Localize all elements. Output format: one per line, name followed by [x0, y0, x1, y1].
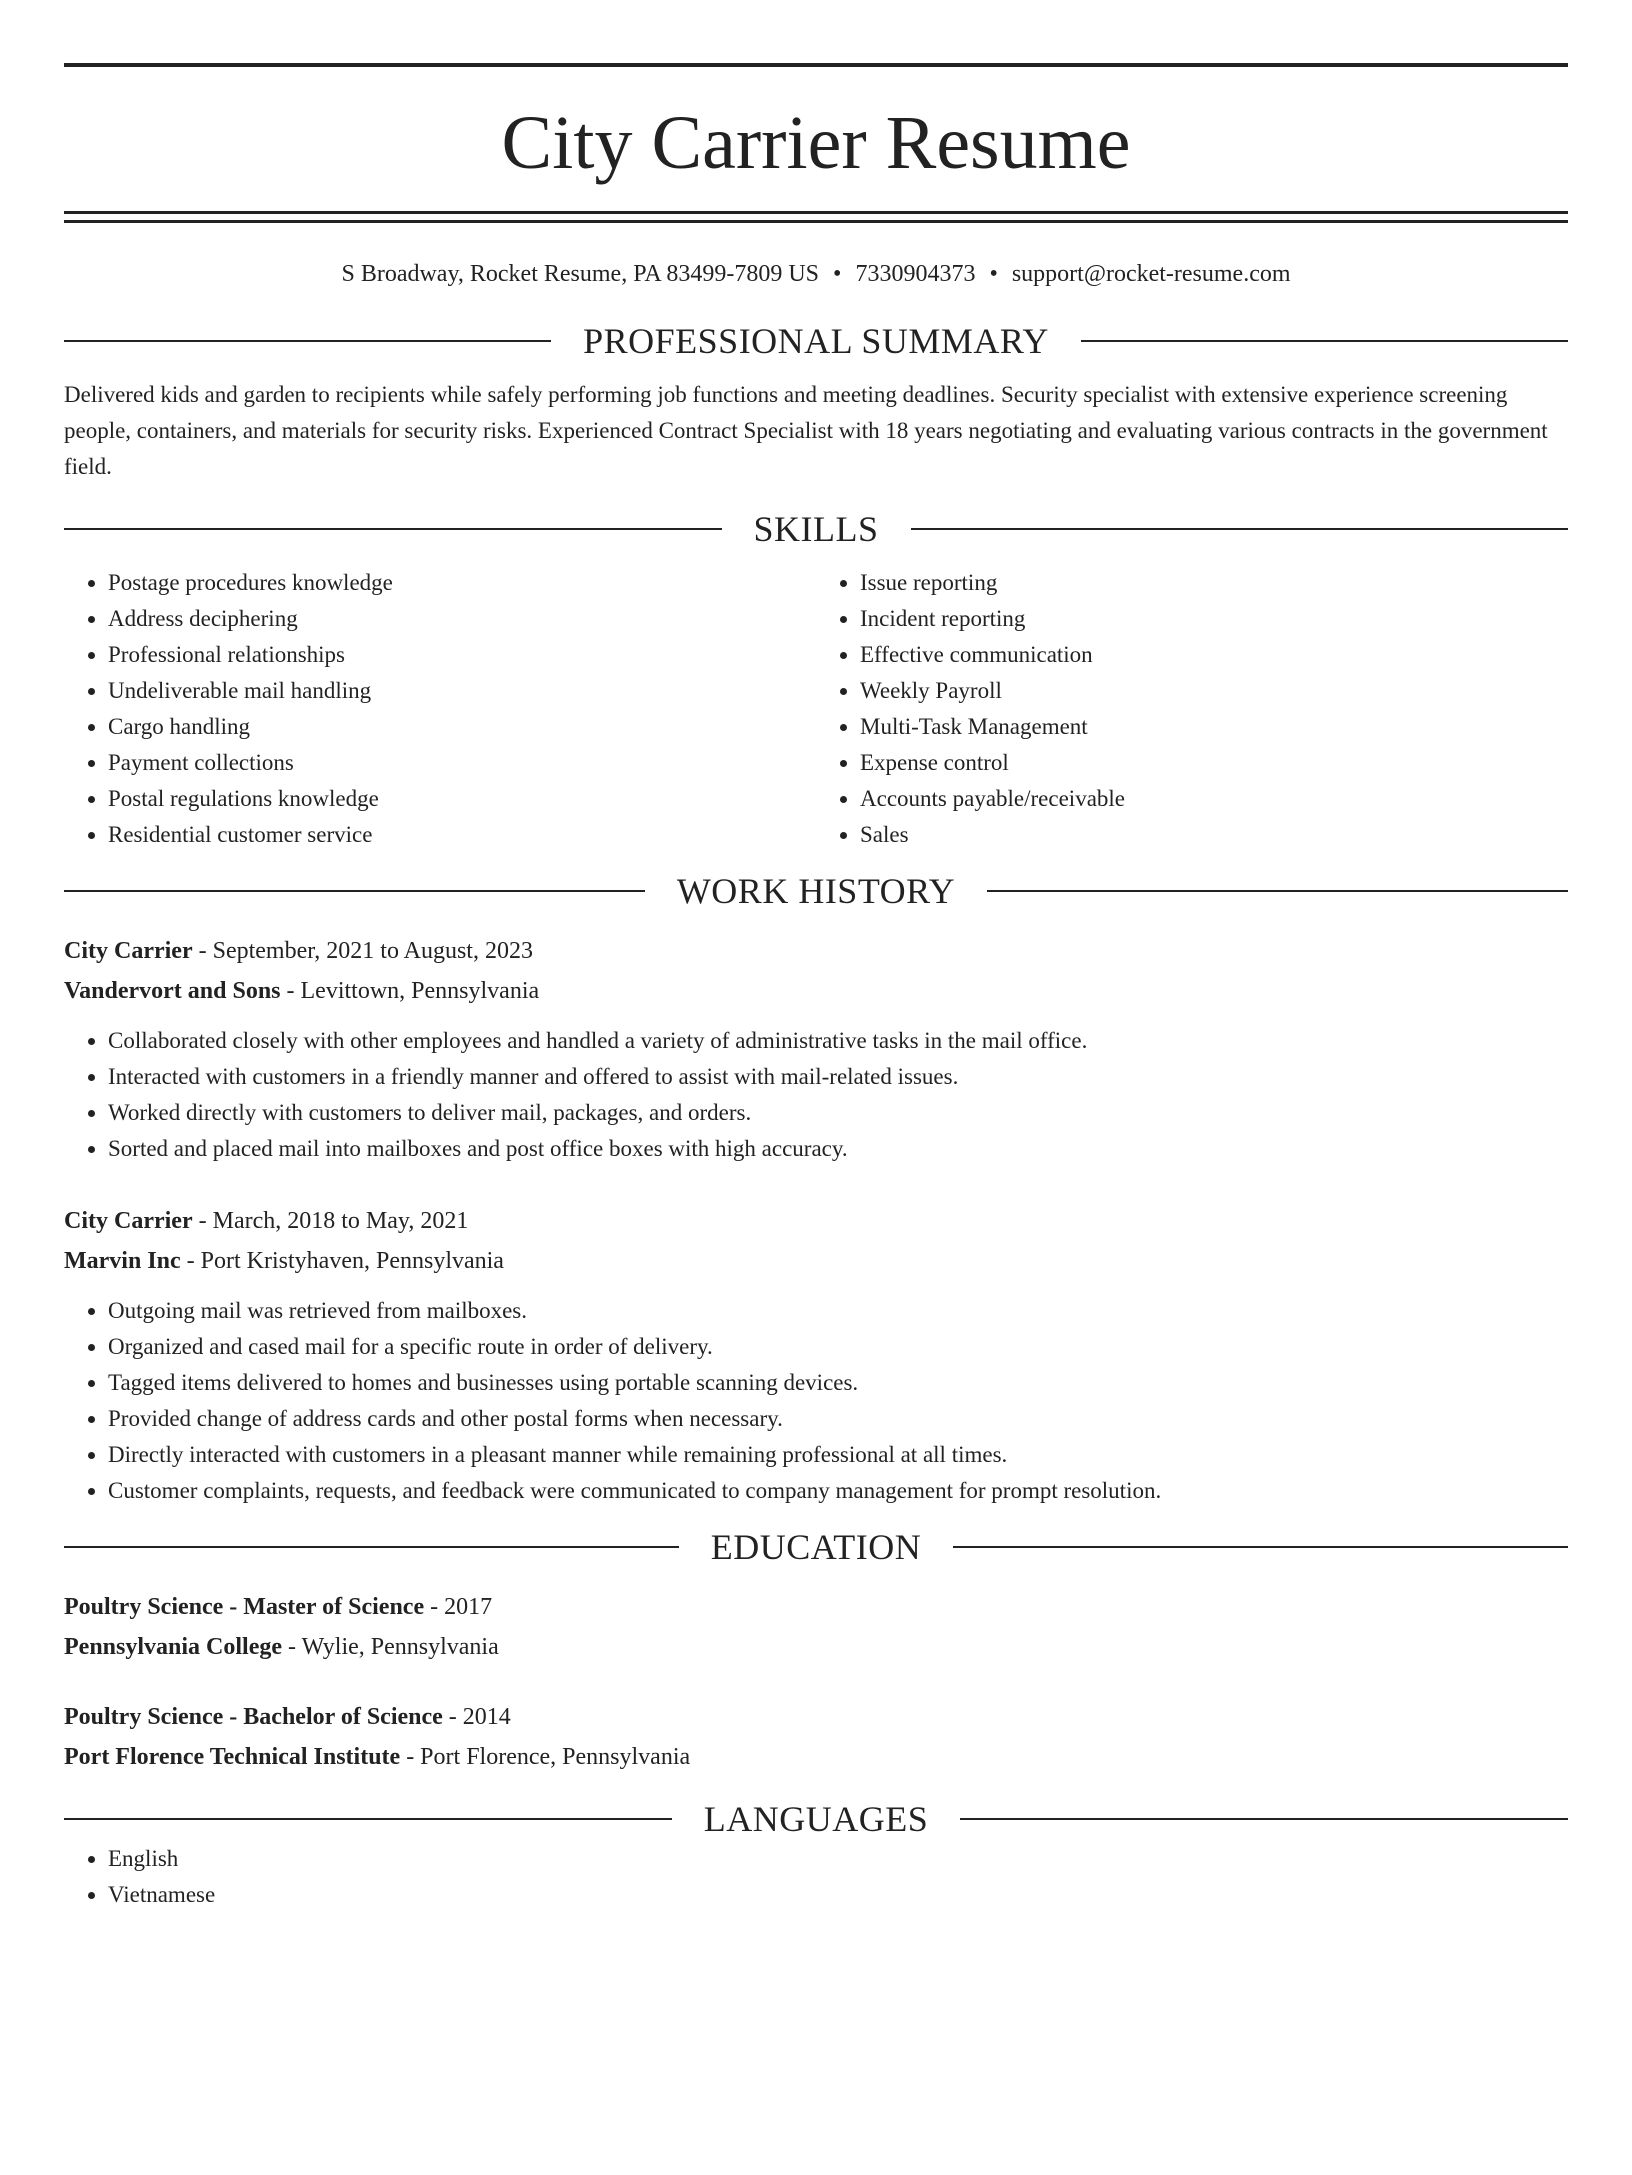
skill-item: • Cargo handling [108, 709, 816, 745]
job-dates: - March, 2018 to May, 2021 [192, 1208, 469, 1234]
job-company-line [64, 971, 1568, 1011]
education-school: Port Florence Technical Institute [64, 1744, 401, 1770]
contact-separator: • [989, 261, 998, 287]
education-degree: Poultry Science - Bachelor of Science [64, 1704, 443, 1730]
summary-text: Delivered kids and garden to recipients while safely performing job functions and meeting deadlines. Security specialist with extensive experience screening people, containers, and materials for security risks. Experienced Contract Specialist with 18 years negotiating and evaluating various contracts in the government field. [64, 382, 1548, 479]
job-bullet: • Interacted with customers in a friendly manner and offered to assist with mail-related issues. [108, 1059, 1568, 1095]
education-location: - Port Florence, Pennsylvania [400, 1744, 691, 1770]
job-company: Marvin Inc [64, 1248, 181, 1274]
job-company: Vandervort and Sons [64, 978, 281, 1004]
skills-list-right [816, 565, 1568, 853]
education-degree-line [64, 1587, 1568, 1627]
skill-item: • Postage procedures knowledge [108, 565, 816, 601]
skills-columns [64, 565, 1568, 853]
job-bullets [64, 1023, 1568, 1167]
section-header-skills [64, 507, 1568, 551]
job-dates: - September, 2021 to August, 2023 [192, 938, 533, 964]
contact-separator: • [833, 261, 842, 287]
contact-phone: 7330904373 [855, 261, 976, 287]
skill-item: • Accounts payable/receivable [860, 781, 1568, 817]
job-entry [64, 931, 1568, 1167]
section-title: PROFESSIONAL SUMMARY [583, 321, 1049, 361]
skill-item: • Residential customer service [108, 817, 816, 853]
education-entry [64, 1697, 1568, 1777]
section-rule [64, 890, 645, 892]
job-location: - Levittown, Pennsylvania [280, 978, 540, 1004]
section-rule [64, 1546, 679, 1548]
section-rule [953, 1546, 1568, 1548]
skill-item: • Sales [860, 817, 1568, 853]
resume-page [0, 63, 1632, 2175]
job-bullet: • Collaborated closely with other employees and handled a variety of administrative tasks in the mail office. [108, 1023, 1568, 1059]
education-school-line [64, 1627, 1568, 1667]
contact-address: S Broadway, Rocket Resume, PA 83499-7809 US [341, 261, 820, 287]
language-item: • Vietnamese [108, 1877, 1568, 1913]
education-degree-line [64, 1697, 1568, 1737]
skill-item: • Postal regulations knowledge [108, 781, 816, 817]
section-title: LANGUAGES [703, 1799, 929, 1839]
contact-email: support@rocket-resume.com [1011, 261, 1291, 287]
job-bullet: • Outgoing mail was retrieved from mailboxes. [108, 1293, 1568, 1329]
section-title: WORK HISTORY [676, 871, 956, 911]
section-rule [64, 340, 551, 342]
skill-item: • Undeliverable mail handling [108, 673, 816, 709]
section-title: SKILLS [753, 509, 879, 549]
skill-item: • Effective communication [860, 637, 1568, 673]
job-location: - Port Kristyhaven, Pennsylvania [180, 1248, 504, 1274]
section-header-education [64, 1525, 1568, 1569]
language-item: • English [108, 1841, 1568, 1877]
languages-list [64, 1841, 1568, 1913]
skill-item: • Issue reporting [860, 565, 1568, 601]
skill-item: • Address deciphering [108, 601, 816, 637]
section-rule [1081, 340, 1568, 342]
section-title: EDUCATION [710, 1527, 922, 1567]
job-bullet: • Customer complaints, requests, and feedback were communicated to company management for prompt resolution. [108, 1473, 1568, 1509]
top-rule [64, 63, 1568, 67]
skill-item: • Incident reporting [860, 601, 1568, 637]
resume-title: City Carrier Resume [501, 101, 1131, 185]
job-title: City Carrier [64, 1208, 193, 1234]
skill-item: • Payment collections [108, 745, 816, 781]
section-rule [960, 1818, 1568, 1820]
education-year: - 2014 [442, 1704, 511, 1730]
section-rule [987, 890, 1568, 892]
section-rule [64, 1818, 672, 1820]
job-bullets [64, 1293, 1568, 1509]
skills-list-left [64, 565, 816, 853]
job-company-line [64, 1241, 1568, 1281]
job-bullet: • Organized and cased mail for a specific route in order of delivery. [108, 1329, 1568, 1365]
section-header-languages [64, 1797, 1568, 1841]
skill-item: • Weekly Payroll [860, 673, 1568, 709]
section-rule [64, 528, 722, 530]
job-entry [64, 1201, 1568, 1509]
section-rule [911, 528, 1569, 530]
job-bullet: • Tagged items delivered to homes and businesses using portable scanning devices. [108, 1365, 1568, 1401]
contact-line [64, 259, 1568, 289]
education-school: Pennsylvania College [64, 1634, 283, 1660]
education-school-line [64, 1737, 1568, 1777]
job-bullet: • Provided change of address cards and other postal forms when necessary. [108, 1401, 1568, 1437]
skill-item: • Expense control [860, 745, 1568, 781]
section-header-work [64, 869, 1568, 913]
education-year: - 2017 [424, 1594, 493, 1620]
education-degree: Poultry Science - Master of Science [64, 1594, 425, 1620]
job-bullet: • Worked directly with customers to deliver mail, packages, and orders. [108, 1095, 1568, 1131]
job-bullet: • Sorted and placed mail into mailboxes and post office boxes with high accuracy. [108, 1131, 1568, 1167]
education-location: - Wylie, Pennsylvania [282, 1634, 499, 1660]
section-header-summary [64, 319, 1568, 363]
skill-item: • Multi-Task Management [860, 709, 1568, 745]
job-title: City Carrier [64, 938, 193, 964]
job-title-line [64, 1201, 1568, 1241]
job-title-line [64, 931, 1568, 971]
title-double-rule [64, 211, 1568, 223]
education-entry [64, 1587, 1568, 1667]
job-bullet: • Directly interacted with customers in a pleasant manner while remaining professional at all times. [108, 1437, 1568, 1473]
skill-item: • Professional relationships [108, 637, 816, 673]
